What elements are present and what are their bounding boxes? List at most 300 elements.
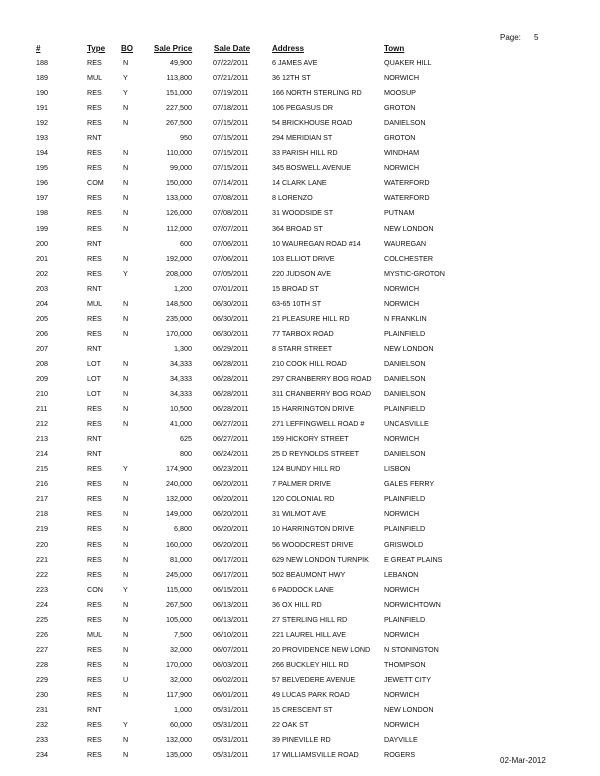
bo-flag-cell: N	[123, 58, 129, 67]
record-number-cell: 196	[36, 178, 48, 188]
property-type-cell: RES	[87, 404, 102, 414]
table-row	[0, 417, 600, 432]
sale-date-cell: 06/28/2011	[213, 373, 249, 383]
address-cell: 311 CRANBERRY BOG ROAD	[272, 389, 372, 399]
bo-flag-cell: N	[123, 373, 129, 383]
property-type-cell: RES	[87, 328, 102, 338]
town-cell: NORWICH	[384, 629, 420, 639]
town-cell: GROTON	[384, 103, 416, 113]
town-cell: NORWICH	[384, 283, 420, 293]
sale-price-cell: 117,900	[166, 689, 192, 699]
property-type-cell: RES	[87, 689, 102, 699]
property-type-cell: RES	[87, 419, 102, 429]
town-cell: JEWETT CITY	[384, 674, 431, 684]
record-number-cell: 227	[36, 644, 48, 654]
property-type-cell: RES	[87, 118, 102, 128]
address-cell: 31 WOODSIDE ST	[272, 208, 334, 218]
address-cell: 6 JAMES AVE	[272, 58, 318, 67]
town-cell: WINDHAM	[384, 148, 420, 158]
address-cell: 124 BUNDY HILL RD	[272, 464, 341, 474]
table-row	[0, 312, 600, 327]
town-cell: PUTNAM	[384, 208, 415, 218]
sale-price-cell: 10,500	[170, 404, 192, 414]
property-type-cell: RNT	[87, 238, 102, 248]
bo-flag-cell: N	[123, 404, 129, 414]
bo-flag-cell: N	[123, 524, 129, 534]
town-cell: MOOSUP	[384, 88, 416, 98]
footer-date: 02-Mar-2012	[500, 756, 546, 765]
sale-date-cell: 07/18/2011	[213, 103, 249, 113]
record-number-cell: 230	[36, 689, 48, 699]
bo-flag-cell: N	[123, 629, 129, 639]
table-row	[0, 553, 600, 568]
town-cell: DANIELSON	[384, 449, 426, 459]
sale-price-cell: 105,000	[166, 614, 192, 624]
sale-price-cell: 126,000	[166, 208, 192, 218]
sale-date-cell: 07/05/2011	[213, 268, 249, 278]
address-cell: 57 BELVEDERE AVENUE	[272, 674, 356, 684]
property-type-cell: LOT	[87, 389, 101, 399]
bo-flag-cell: N	[123, 569, 129, 579]
property-type-cell: MUL	[87, 629, 103, 639]
sale-price-cell: 950	[180, 133, 192, 143]
table-row	[0, 462, 600, 477]
record-number-cell: 232	[36, 720, 48, 730]
sale-price-cell: 267,500	[166, 118, 192, 128]
table-row	[0, 718, 600, 733]
property-type-cell: RNT	[87, 133, 102, 143]
table-row	[0, 71, 600, 86]
property-type-cell: RES	[87, 193, 102, 203]
address-cell: 15 HARRINGTON DRIVE	[272, 404, 355, 414]
bo-flag-cell: N	[123, 358, 129, 368]
sale-price-cell: 60,000	[170, 720, 192, 730]
sale-price-cell: 235,000	[166, 313, 192, 323]
address-cell: 27 STERLING HILL RD	[272, 614, 348, 624]
bo-flag-cell: N	[123, 389, 129, 399]
property-type-cell: RES	[87, 674, 102, 684]
bo-flag-cell: N	[123, 148, 129, 158]
sale-date-cell: 06/03/2011	[213, 659, 249, 669]
sale-date-cell: 06/02/2011	[213, 674, 249, 684]
property-type-cell: RES	[87, 554, 102, 564]
record-number-cell: 197	[36, 193, 48, 203]
address-cell: 8 LORENZO	[272, 193, 313, 203]
bo-flag-cell: Y	[123, 584, 128, 594]
record-number-cell: 234	[36, 750, 48, 760]
sale-price-cell: 112,000	[166, 223, 192, 233]
address-cell: 39 PINEVILLE RD	[272, 735, 331, 745]
town-cell: THOMPSON	[384, 659, 426, 669]
address-cell: 77 TARBOX ROAD	[272, 328, 334, 338]
address-cell: 36 OX HILL RD	[272, 599, 322, 609]
record-number-cell: 226	[36, 629, 48, 639]
sale-price-cell: 148,500	[166, 298, 192, 308]
sale-date-cell: 06/10/2011	[213, 629, 249, 639]
record-number-cell: 231	[36, 705, 48, 715]
bo-flag-cell: N	[123, 208, 129, 218]
property-type-cell: RES	[87, 223, 102, 233]
town-cell: UNCASVILLE	[384, 419, 429, 429]
address-cell: 294 MERIDIAN ST	[272, 133, 333, 143]
table-row	[0, 282, 600, 297]
sale-date-cell: 06/30/2011	[213, 298, 249, 308]
address-cell: 31 WILMOT AVE	[272, 509, 327, 519]
column-header-type: Type	[87, 44, 106, 53]
sale-price-cell: 6,800	[174, 524, 192, 534]
address-cell: 106 PEGASUS DR	[272, 103, 334, 113]
sale-price-cell: 192,000	[166, 253, 192, 263]
sale-date-cell: 05/31/2011	[213, 750, 249, 760]
record-number-cell: 210	[36, 389, 48, 399]
town-cell: DAYVILLE	[384, 735, 418, 745]
address-cell: 49 LUCAS PARK ROAD	[272, 689, 350, 699]
page-number: 5	[534, 33, 539, 42]
property-type-cell: RES	[87, 464, 102, 474]
sale-date-cell: 06/20/2011	[213, 479, 249, 489]
record-number-cell: 212	[36, 419, 48, 429]
property-type-cell: RNT	[87, 343, 102, 353]
address-cell: 54 BRICKHOUSE ROAD	[272, 118, 353, 128]
bo-flag-cell: N	[123, 659, 129, 669]
town-cell: NORWICH	[384, 434, 420, 444]
bo-flag-cell: Y	[123, 73, 128, 83]
table-row	[0, 206, 600, 221]
table-row	[0, 538, 600, 553]
table-row	[0, 658, 600, 673]
property-type-cell: RES	[87, 509, 102, 519]
sale-price-cell: 1,300	[174, 343, 192, 353]
column-header-address: Address	[272, 44, 305, 53]
bo-flag-cell: N	[123, 328, 129, 338]
town-cell: NEW LONDON	[384, 223, 434, 233]
sale-date-cell: 06/27/2011	[213, 419, 249, 429]
town-cell: QUAKER HILL	[384, 58, 432, 67]
sale-price-cell: 625	[180, 434, 192, 444]
property-type-cell: CON	[87, 584, 103, 594]
property-type-cell: RES	[87, 208, 102, 218]
bo-flag-cell: N	[123, 178, 129, 188]
sale-date-cell: 06/30/2011	[213, 328, 249, 338]
property-type-cell: RES	[87, 735, 102, 745]
address-cell: 103 ELLIOT DRIVE	[272, 253, 335, 263]
address-cell: 266 BUCKLEY HILL RD	[272, 659, 349, 669]
sale-date-cell: 06/20/2011	[213, 509, 249, 519]
address-cell: 15 CRESCENT ST	[272, 705, 333, 715]
table-row	[0, 613, 600, 628]
town-cell: NORWICH	[384, 73, 420, 83]
record-number-cell: 221	[36, 554, 48, 564]
table-row	[0, 146, 600, 161]
column-header-town: Town	[384, 44, 405, 53]
record-number-cell: 198	[36, 208, 48, 218]
address-cell: 271 LEFFINGWELL ROAD #	[272, 419, 365, 429]
bo-flag-cell: N	[123, 253, 129, 263]
town-cell: N STONINGTON	[384, 644, 439, 654]
table-row	[0, 703, 600, 718]
town-cell: NORWICH	[384, 720, 420, 730]
town-cell: DANIELSON	[384, 389, 426, 399]
record-number-cell: 203	[36, 283, 48, 293]
address-cell: 36 12TH ST	[272, 73, 311, 83]
bo-flag-cell: N	[123, 223, 129, 233]
sale-price-cell: 208,000	[166, 268, 192, 278]
sale-date-cell: 07/06/2011	[213, 253, 249, 263]
town-cell: DANIELSON	[384, 118, 426, 128]
page-label: Page:	[500, 33, 521, 42]
table-row	[0, 492, 600, 507]
sale-price-cell: 1,000	[174, 705, 192, 715]
sale-date-cell: 05/31/2011	[213, 735, 249, 745]
property-type-cell: COM	[87, 178, 104, 188]
sale-date-cell: 07/08/2011	[213, 193, 249, 203]
sale-date-cell: 06/20/2011	[213, 494, 249, 504]
bo-flag-cell: Y	[123, 464, 128, 474]
sale-price-cell: 133,000	[166, 193, 192, 203]
address-cell: 22 OAK ST	[272, 720, 309, 730]
sale-date-cell: 06/20/2011	[213, 539, 249, 549]
sale-price-cell: 41,000	[170, 419, 192, 429]
sale-price-cell: 227,500	[166, 103, 192, 113]
column-header-num: #	[36, 44, 41, 53]
table-row	[0, 327, 600, 342]
address-cell: 25 D REYNOLDS STREET	[272, 449, 360, 459]
bo-flag-cell: N	[123, 118, 129, 128]
table-row	[0, 86, 600, 101]
bo-flag-cell: N	[123, 750, 129, 760]
table-row	[0, 447, 600, 462]
record-number-cell: 192	[36, 118, 48, 128]
town-cell: LISBON	[384, 464, 411, 474]
table-row	[0, 176, 600, 191]
sale-date-cell: 07/07/2011	[213, 223, 249, 233]
record-number-cell: 215	[36, 464, 48, 474]
town-cell: GROTON	[384, 133, 416, 143]
sale-date-cell: 06/17/2011	[213, 569, 249, 579]
bo-flag-cell: N	[123, 539, 129, 549]
table-row	[0, 402, 600, 417]
bo-flag-cell: N	[123, 509, 129, 519]
record-number-cell: 194	[36, 148, 48, 158]
town-cell: N FRANKLIN	[384, 313, 427, 323]
town-cell: NORWICH	[384, 298, 420, 308]
town-cell: PLAINFIELD	[384, 494, 426, 504]
bo-flag-cell: N	[123, 614, 129, 624]
property-type-cell: RNT	[87, 705, 102, 715]
property-type-cell: RNT	[87, 434, 102, 444]
record-number-cell: 211	[36, 404, 48, 414]
bo-flag-cell: N	[123, 479, 129, 489]
address-cell: 14 CLARK LANE	[272, 178, 327, 188]
sale-date-cell: 07/15/2011	[213, 118, 249, 128]
address-cell: 7 PALMER DRIVE	[272, 479, 331, 489]
sale-price-cell: 151,000	[166, 88, 192, 98]
table-row	[0, 116, 600, 131]
address-cell: 220 JUDSON AVE	[272, 268, 331, 278]
property-type-cell: RES	[87, 750, 102, 760]
record-number-cell: 208	[36, 358, 48, 368]
sale-price-cell: 160,000	[166, 539, 192, 549]
address-cell: 159 HICKORY STREET	[272, 434, 349, 444]
table-row	[0, 222, 600, 237]
town-cell: MYSTIC-GROTON	[384, 268, 445, 278]
table-row	[0, 628, 600, 643]
town-cell: NORWICH	[384, 163, 420, 173]
property-type-cell: RES	[87, 644, 102, 654]
record-number-cell: 228	[36, 659, 48, 669]
sale-date-cell: 06/23/2011	[213, 464, 249, 474]
property-type-cell: RES	[87, 539, 102, 549]
town-cell: LEBANON	[384, 569, 419, 579]
address-cell: 15 BROAD ST	[272, 283, 319, 293]
record-number-cell: 193	[36, 133, 48, 143]
sale-price-cell: 99,000	[170, 163, 192, 173]
sale-price-cell: 49,900	[170, 58, 192, 67]
town-cell: ROGERS	[384, 750, 416, 760]
property-type-cell: RES	[87, 659, 102, 669]
property-type-cell: RES	[87, 88, 102, 98]
address-cell: 120 COLONIAL RD	[272, 494, 335, 504]
record-number-cell: 201	[36, 253, 48, 263]
record-number-cell: 224	[36, 599, 48, 609]
record-number-cell: 190	[36, 88, 48, 98]
sale-price-cell: 115,000	[166, 584, 192, 594]
sale-price-cell: 267,500	[166, 599, 192, 609]
sale-date-cell: 07/15/2011	[213, 163, 249, 173]
property-type-cell: MUL	[87, 298, 103, 308]
town-cell: NORWICH	[384, 509, 420, 519]
sale-price-cell: 150,000	[166, 178, 192, 188]
sale-price-cell: 132,000	[166, 494, 192, 504]
sale-price-cell: 32,000	[170, 674, 192, 684]
record-number-cell: 205	[36, 313, 48, 323]
sale-date-cell: 06/13/2011	[213, 599, 249, 609]
sale-price-cell: 34,333	[170, 389, 192, 399]
sale-price-cell: 240,000	[166, 479, 192, 489]
table-row	[0, 131, 600, 146]
record-number-cell: 209	[36, 373, 48, 383]
bo-flag-cell: N	[123, 735, 129, 745]
table-row	[0, 387, 600, 402]
town-cell: PLAINFIELD	[384, 328, 426, 338]
address-cell: 56 WOODCREST DRIVE	[272, 539, 354, 549]
table-row	[0, 507, 600, 522]
sales-table-body	[0, 56, 600, 763]
sale-price-cell: 600	[180, 238, 192, 248]
record-number-cell: 223	[36, 584, 48, 594]
column-header-sale-price: Sale Price	[154, 44, 193, 53]
sale-date-cell: 06/13/2011	[213, 614, 249, 624]
property-type-cell: RES	[87, 569, 102, 579]
bo-flag-cell: N	[123, 689, 129, 699]
sale-date-cell: 06/17/2011	[213, 554, 249, 564]
property-type-cell: RNT	[87, 449, 102, 459]
table-row	[0, 432, 600, 447]
address-cell: 210 COOK HILL ROAD	[272, 358, 347, 368]
town-cell: GRISWOLD	[384, 539, 424, 549]
record-number-cell: 216	[36, 479, 48, 489]
sale-date-cell: 06/28/2011	[213, 404, 249, 414]
sale-price-cell: 7,500	[174, 629, 192, 639]
town-cell: NORWICH	[384, 584, 420, 594]
table-row	[0, 161, 600, 176]
table-row	[0, 733, 600, 748]
bo-flag-cell: N	[123, 193, 129, 203]
property-type-cell: RES	[87, 253, 102, 263]
address-cell: 166 NORTH STERLING RD	[272, 88, 362, 98]
table-row	[0, 101, 600, 116]
column-header-bo: BO	[121, 44, 133, 53]
table-row	[0, 568, 600, 583]
bo-flag-cell: N	[123, 644, 129, 654]
town-cell: WATERFORD	[384, 178, 430, 188]
town-cell: PLAINFIELD	[384, 404, 426, 414]
sale-price-cell: 34,333	[170, 373, 192, 383]
property-type-cell: RES	[87, 720, 102, 730]
sale-price-cell: 149,000	[166, 509, 192, 519]
address-cell: 345 BOSWELL AVENUE	[272, 163, 352, 173]
address-cell: 21 PLEASURE HILL RD	[272, 313, 350, 323]
address-cell: 629 NEW LONDON TURNPIK	[272, 554, 369, 564]
sale-date-cell: 06/07/2011	[213, 644, 249, 654]
sale-price-cell: 32,000	[170, 644, 192, 654]
address-cell: 8 STARR STREET	[272, 343, 333, 353]
record-number-cell: 206	[36, 328, 48, 338]
sale-date-cell: 06/28/2011	[213, 358, 249, 368]
bo-flag-cell: N	[123, 419, 129, 429]
record-number-cell: 188	[36, 58, 48, 67]
address-cell: 6 PADDOCK LANE	[272, 584, 334, 594]
sale-price-cell: 170,000	[166, 659, 192, 669]
town-cell: DANIELSON	[384, 373, 426, 383]
sale-price-cell: 245,000	[166, 569, 192, 579]
sale-date-cell: 05/31/2011	[213, 720, 249, 730]
sale-price-cell: 170,000	[166, 328, 192, 338]
property-type-cell: MUL	[87, 73, 103, 83]
property-type-cell: RES	[87, 313, 102, 323]
address-cell: 10 HARRINGTON DRIVE	[272, 524, 355, 534]
bo-flag-cell: U	[123, 674, 129, 684]
table-row	[0, 372, 600, 387]
table-row	[0, 342, 600, 357]
record-number-cell: 225	[36, 614, 48, 624]
town-cell: NORWICH	[384, 689, 420, 699]
property-type-cell: RES	[87, 268, 102, 278]
address-cell: 10 WAUREGAN ROAD #14	[272, 238, 361, 248]
town-cell: PLAINFIELD	[384, 524, 426, 534]
record-number-cell: 199	[36, 223, 48, 233]
sale-date-cell: 06/30/2011	[213, 313, 249, 323]
property-type-cell: RES	[87, 614, 102, 624]
bo-flag-cell: N	[123, 554, 129, 564]
address-cell: 63-65 10TH ST	[272, 298, 322, 308]
sale-price-cell: 81,000	[170, 554, 192, 564]
record-number-cell: 217	[36, 494, 48, 504]
sale-date-cell: 06/28/2011	[213, 389, 249, 399]
sale-price-cell: 800	[180, 449, 192, 459]
table-row	[0, 357, 600, 372]
record-number-cell: 213	[36, 434, 48, 444]
record-number-cell: 207	[36, 343, 48, 353]
table-row	[0, 583, 600, 598]
column-header-sale-date: Sale Date	[214, 44, 251, 53]
bo-flag-cell: N	[123, 163, 129, 173]
sale-date-cell: 07/15/2011	[213, 148, 249, 158]
property-type-cell: RES	[87, 524, 102, 534]
address-cell: 20 PROVIDENCE NEW LOND	[272, 644, 371, 654]
sale-date-cell: 07/01/2011	[213, 283, 249, 293]
town-cell: PLAINFIELD	[384, 614, 426, 624]
